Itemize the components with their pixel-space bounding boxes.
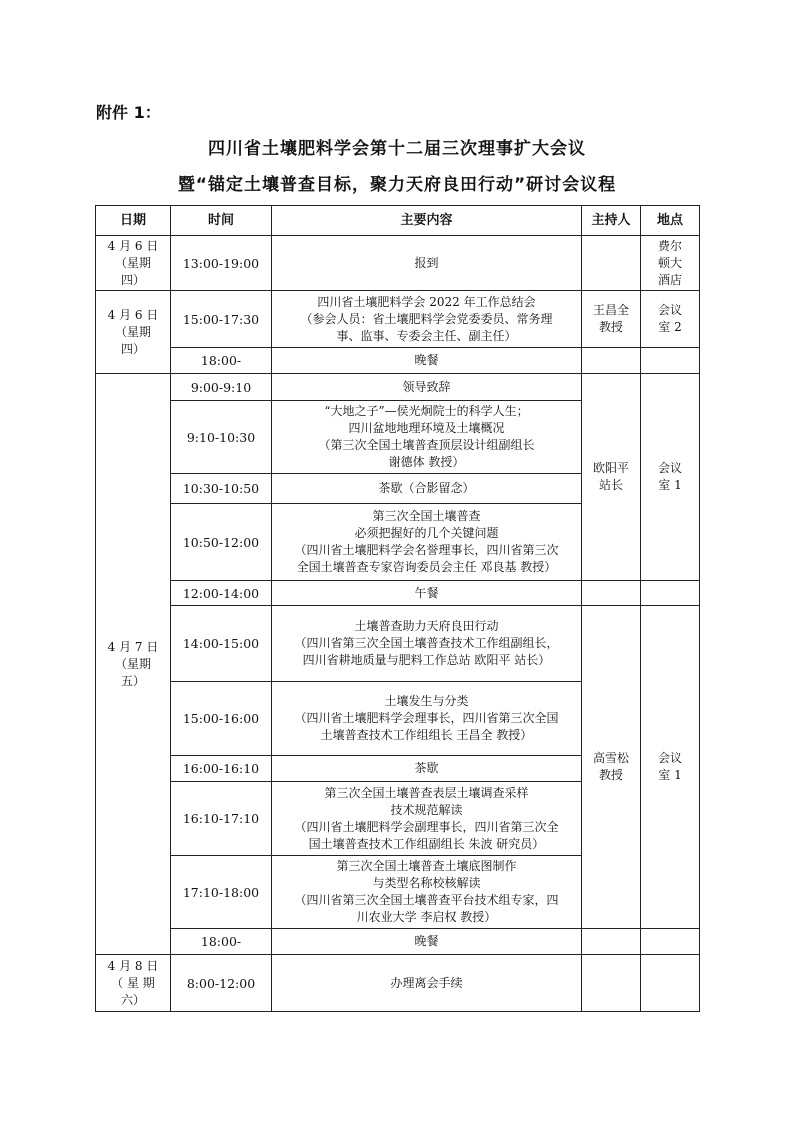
table-row <box>96 929 700 955</box>
header-host: 主持人 <box>582 206 641 236</box>
time-cell: 17:10-18:00 <box>171 856 272 929</box>
table-header-row <box>96 206 700 236</box>
header-venue: 地点 <box>641 206 700 236</box>
content-cell: 晚餐 <box>272 348 582 374</box>
content-cell: 茶歇 <box>272 756 582 782</box>
host-cell <box>582 955 641 1012</box>
content-cell: 四川省土壤肥料学会 2022 年工作总结会 （参会人员：省土壤肥料学会党委委员、常务理 事、监事、专委会主任、副主任） <box>272 291 582 348</box>
content-cell: 土壤普查助力天府良田行动 （四川省第三次全国土壤普查技术工作组副组长， 四川省耕地质量与肥料工作总站 欧阳平 站长） <box>272 606 582 682</box>
time-cell: 18:00- <box>171 929 272 955</box>
time-cell: 15:00-16:00 <box>171 682 272 756</box>
time-cell: 16:10-17:10 <box>171 782 272 856</box>
document-subtitle: 暨“锚定土壤普查目标，聚力天府良田行动”研讨会议程 <box>177 175 617 195</box>
time-cell: 9:10-10:30 <box>171 401 272 474</box>
time-cell: 15:00-17:30 <box>171 291 272 348</box>
time-cell: 16:00-16:10 <box>171 756 272 782</box>
table-row <box>96 374 700 401</box>
time-cell: 14:00-15:00 <box>171 606 272 682</box>
host-cell: 王昌全 教授 <box>582 291 641 348</box>
content-cell: 土壤发生与分类 （四川省土壤肥料学会理事长，四川省第三次全国 土壤普查技术工作组组长 王昌全 教授） <box>272 682 582 756</box>
content-cell: 第三次全国土壤普查土壤底图制作 与类型名称校核解读 （四川省第三次全国土壤普查平台技术组专家，四 川农业大学 李启权 教授） <box>272 856 582 929</box>
table-row <box>96 348 700 374</box>
host-cell: 欧阳平 站长 <box>582 374 641 581</box>
venue-cell <box>641 955 700 1012</box>
table-row <box>96 581 700 606</box>
host-cell <box>582 929 641 955</box>
header-date: 日期 <box>96 206 171 236</box>
host-cell <box>582 348 641 374</box>
time-cell: 18:00- <box>171 348 272 374</box>
venue-cell <box>641 348 700 374</box>
content-cell: 晚餐 <box>272 929 582 955</box>
time-cell: 10:50-12:00 <box>171 504 272 581</box>
content-cell: 茶歇（合影留念） <box>272 474 582 504</box>
time-cell: 9:00-9:10 <box>171 374 272 401</box>
time-cell: 10:30-10:50 <box>171 474 272 504</box>
content-cell: “大地之子”—侯光炯院士的科学人生； 四川盆地地理环境及土壤概况 （第三次全国土壤普查顶层设计组副组长 谢德体 教授） <box>272 401 582 474</box>
table-row <box>96 236 700 291</box>
date-cell: 4 月 7 日 （星期 五） <box>96 374 171 955</box>
content-cell: 午餐 <box>272 581 582 606</box>
content-cell: 第三次全国土壤普查 必须把握好的几个关键问题 （四川省土壤肥料学会名誉理事长，四川省第三次 全国土壤普查专家咨询委员会主任 邓良基 教授） <box>272 504 582 581</box>
header-time: 时间 <box>171 206 272 236</box>
content-cell: 办理离会手续 <box>272 955 582 1012</box>
venue-cell: 会议 室 1 <box>641 606 700 929</box>
host-cell <box>582 236 641 291</box>
content-cell: 领导致辞 <box>272 374 582 401</box>
table-row <box>96 291 700 348</box>
document-title: 四川省土壤肥料学会第十二届三次理事扩大会议 <box>208 139 586 159</box>
venue-cell: 会议 室 2 <box>641 291 700 348</box>
content-cell: 第三次全国土壤普查表层土壤调查采样 技术规范解读 （四川省土壤肥料学会副理事长，四川省第三次全 国土壤普查技术工作组副组长 朱波 研究员） <box>272 782 582 856</box>
time-cell: 8:00-12:00 <box>171 955 272 1012</box>
agenda-table <box>95 205 700 1012</box>
host-cell: 高雪松 教授 <box>582 606 641 929</box>
date-cell: 4 月 8 日 （ 星 期 六） <box>96 955 171 1012</box>
date-cell: 4 月 6 日 （星期 四） <box>96 291 171 374</box>
date-cell: 4 月 6 日 （星期 四） <box>96 236 171 291</box>
venue-cell: 费尔 顿大 酒店 <box>641 236 700 291</box>
host-cell <box>582 581 641 606</box>
venue-cell <box>641 581 700 606</box>
time-cell: 13:00-19:00 <box>171 236 272 291</box>
venue-cell: 会议 室 1 <box>641 374 700 581</box>
venue-cell <box>641 929 700 955</box>
attachment-label: 附件 1： <box>96 103 161 122</box>
header-content: 主要内容 <box>272 206 582 236</box>
table-row <box>96 606 700 682</box>
table-row <box>96 955 700 1012</box>
content-cell: 报到 <box>272 236 582 291</box>
time-cell: 12:00-14:00 <box>171 581 272 606</box>
